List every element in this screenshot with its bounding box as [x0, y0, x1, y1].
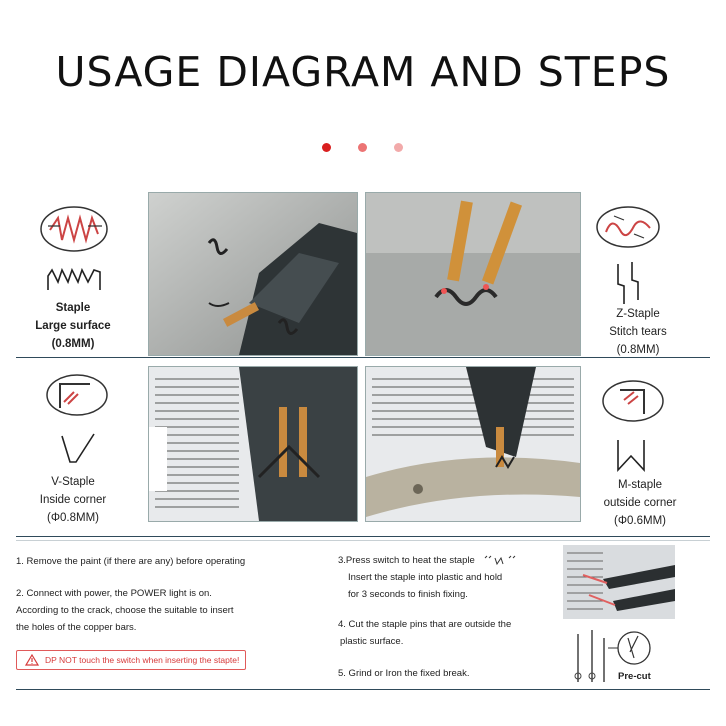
page-title: USAGE DIAGRAM AND STEPS	[55, 48, 671, 96]
v-staple-name: V-Staple	[51, 476, 95, 488]
staple-size: (0.8MM)	[51, 338, 95, 350]
photo-m-staple	[365, 366, 581, 522]
step-3-line-1: 3.Press switch to heat the staple	[338, 555, 475, 566]
dot-1	[322, 143, 331, 152]
dot-2	[358, 143, 367, 152]
m-staple-desc: outside corner	[603, 497, 677, 509]
step-5: 5. Grind or Iron the fixed break.	[338, 668, 470, 679]
warning-text: DP NOT touch the switch when inserting the stapte!	[45, 655, 240, 665]
divider	[16, 540, 710, 541]
step-3-line-2: Insert the staple into plastic and hold	[348, 572, 503, 583]
step-4-line-1: 4. Cut the staple pins that are outside the	[338, 619, 512, 630]
z-staple-name: Z-Staple	[616, 308, 660, 320]
z-staple-size: (0.8MM)	[616, 344, 660, 356]
z-staple-desc: Stitch tears	[609, 326, 667, 338]
v-staple-label	[14, 473, 132, 527]
pre-cut-label: Pre-cut	[618, 671, 651, 682]
v-staple-desc: Inside corner	[39, 494, 107, 506]
inside-corner-icon	[44, 372, 110, 423]
step-2	[16, 585, 234, 636]
dot-3	[394, 143, 403, 152]
step-3	[338, 552, 521, 603]
divider	[16, 536, 710, 537]
photo-gun-tips	[563, 545, 675, 619]
v-staple-icon	[58, 428, 98, 473]
outside-corner-icon	[600, 378, 666, 429]
staple-label	[14, 299, 132, 353]
warning-banner	[16, 650, 246, 670]
wave-staple-icon	[38, 204, 112, 259]
photo-z-staple	[365, 192, 581, 356]
step-2-line-3: the holes of the copper bars.	[16, 622, 137, 633]
step-2-line-1: 2. Connect with power, the POWER light is on.	[16, 588, 212, 599]
step-4-line-2: plastic surface.	[340, 636, 404, 647]
staple-name: Staple	[55, 302, 91, 314]
m-staple-size: (Φ0.6MM)	[614, 515, 666, 527]
m-staple-label	[586, 476, 694, 530]
photo-staple-large-surface	[148, 192, 358, 356]
z-staple-icon	[594, 204, 662, 255]
staple-shape-icon	[481, 554, 521, 566]
z-staple-shape-icon	[614, 258, 644, 311]
m-staple-icon	[614, 436, 648, 481]
v-staple-size: (Φ0.8MM)	[47, 512, 99, 524]
staple-desc: Large surface	[35, 320, 111, 332]
step-2-line-2: According to the crack, choose the suitable to insert	[16, 605, 234, 616]
pagination-dots	[0, 143, 726, 153]
step-3-line-3: for 3 seconds to finish fixing.	[348, 589, 468, 600]
m-staple-name: M-staple	[617, 479, 663, 491]
z-staple-label	[580, 305, 696, 359]
step-4	[338, 616, 511, 650]
step-1: 1. Remove the paint (if there are any) before operating	[16, 556, 246, 567]
staple-icon	[42, 262, 110, 301]
warning-icon	[25, 654, 39, 666]
photo-v-staple	[148, 366, 358, 522]
